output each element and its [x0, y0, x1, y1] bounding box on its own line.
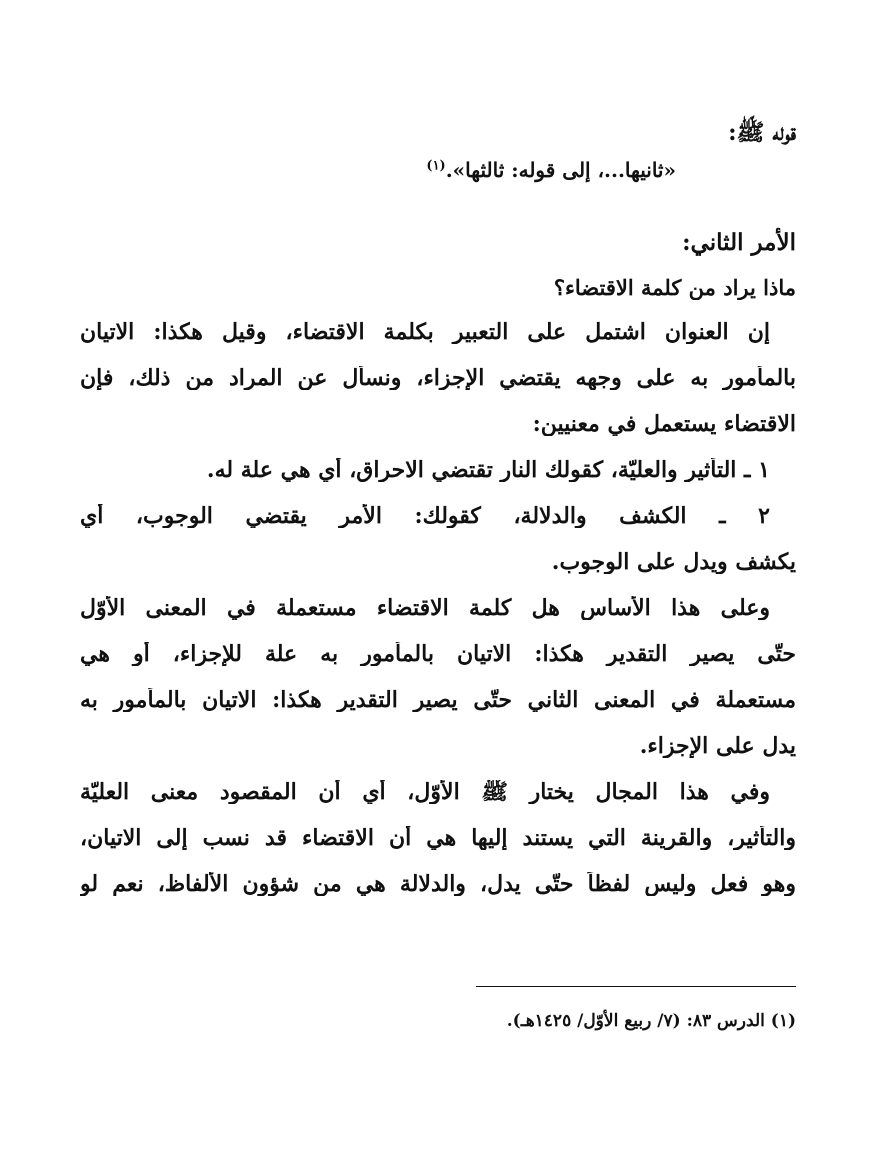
- body-line: وهو فعل وليس لفظاً حتّى يدل، والدلالة هي من شؤون الألفاظ، نعم لو: [80, 872, 796, 896]
- body-line: وفي هذا المجال يختار ﷺ الأوّل، أي أن المقصود معنى العليّة: [80, 780, 770, 804]
- quoted-text: [80, 158, 796, 182]
- list-item: ٢ ـ الكشف والدلالة، كقولك: الأمر يقتضي الوجوب، أي: [80, 504, 770, 528]
- body-line: يكشف ويدل على الوجوب.: [551, 550, 796, 574]
- body-line: مستعملة في المعنى الثاني حتّى يصير التقدير هكذا: الاتيان بالمأمور به: [80, 688, 796, 712]
- subheading: الأمر الثاني:: [682, 229, 796, 256]
- quote-text: «ثانيها...، إلى قوله: ثالثها».: [445, 158, 676, 182]
- body-line: بالمأمور به على وجهه يقتضي الإجزاء، ونسأل عن المراد من ذلك، فإن: [80, 366, 796, 390]
- list-item: ١ ـ التأثير والعليّة، كقولك النار تقتضي الاحراق، أي هي علة له.: [206, 458, 770, 482]
- intro-heading: قوله ﷺ:: [728, 119, 796, 146]
- body-line: حتّى يصير التقدير هكذا: الاتيان بالمأمور به علة للإجزاء، أو هي: [80, 642, 796, 666]
- body-line: يدل على الإجزاء.: [639, 734, 796, 758]
- question-line: ماذا يراد من كلمة الاقتضاء؟: [553, 276, 796, 300]
- body-line: والتأثير، والقرينة التي يستند إليها هي أن الاقتضاء قد نسب إلى الاتيان،: [80, 826, 796, 850]
- body-line: وعلى هذا الأساس هل كلمة الاقتضاء مستعملة في المعنى الأوّل: [80, 596, 770, 620]
- body-text: [80, 320, 796, 896]
- page-body: [80, 120, 796, 896]
- body-line: إن العنوان اشتمل على التعبير بكلمة الاقتضاء، وقيل هكذا: الاتيان: [80, 320, 770, 344]
- footnote-reference: (١): [426, 158, 446, 174]
- footnote: (١) الدرس ٨٣: (٧/ ربيع الأوّل/ ١٤٢٥هـ).: [506, 1011, 796, 1031]
- body-line: الاقتضاء يستعمل في معنيين:: [532, 412, 796, 436]
- footnote-divider: [476, 986, 796, 987]
